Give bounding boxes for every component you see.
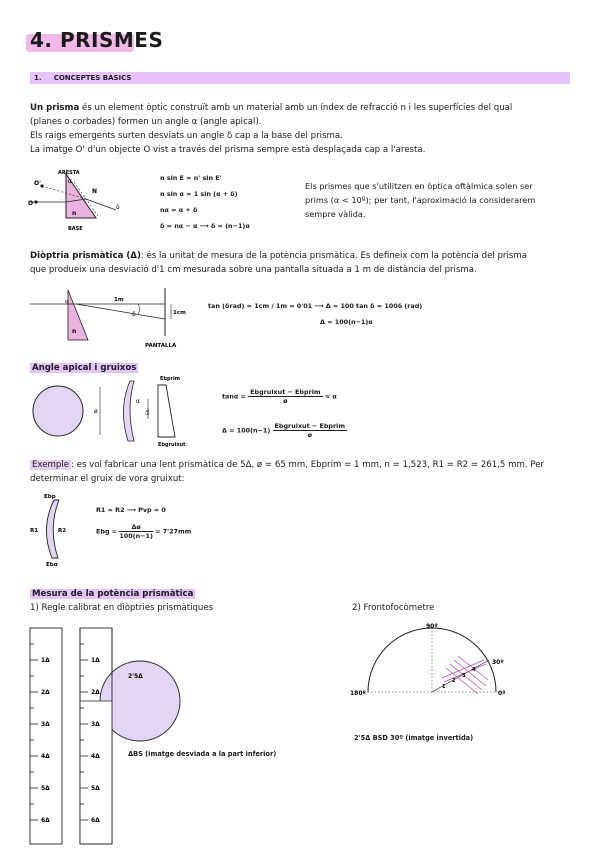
ebg-label: Ebg [46,562,58,566]
phi-label: ø [94,408,98,415]
exemple-line-2: determinar el gruix de vora gruixut: [30,474,185,484]
tan-formula-left: tanα = [222,392,246,401]
deg-180-label: 180º [350,690,366,697]
r2-label: R2 [58,528,67,534]
deg-90-label: 90º [426,623,438,630]
one-cm-label: 1cm [173,310,186,316]
ruler-diagram [28,622,208,846]
alpha-label-3: α [136,398,140,405]
lens-diagram [28,490,88,566]
dioptria-formulas [208,298,422,330]
delta-fraction [273,422,347,439]
fronto-result: 2'5Δ BSD 30º (imatge invertida) [354,734,474,742]
ebprim-small-label: Eb [146,409,151,415]
intro-line-3: Els raigs emergents surten desviats un angle δ cap a la base del prisma. [30,131,343,141]
exemple-line-1 [30,458,570,472]
delta-label: δ [116,204,120,211]
scale-num-2: 2 [452,678,456,684]
one-meter-label: 1m [114,297,124,303]
deg-0-label: 0º [498,690,506,697]
deviation-diagram [30,286,210,352]
exemple-line-1-text: : es vol fabricar una lent prismàtica de 5Δ, ø = 65 mm, Ebprim = 1 mm, n = 1,523, R1 = R2 = 261,5 mm. Per [71,460,545,470]
ruler-a-6: 6Δ [41,817,50,824]
ebp-label: Ebp [44,494,56,500]
page-title: 4. PRISMES [30,28,164,52]
angle-heading-wrap [30,361,138,375]
note-line-1: Els prismes que s'utilitzen en òptica oftàlmica solen ser [305,181,533,191]
exemple-formula-2 [96,523,191,540]
dioptria-paragraph [30,249,570,277]
mesura-heading: Mesura de la potència prismàtica [32,589,194,599]
ebg-fraction [119,523,153,540]
section-label: CONCEPTES BÀSICS [53,74,132,82]
ruler-a-3: 3Δ [41,721,50,728]
scale-num-4: 4 [472,667,476,673]
delta-thickness-formula [222,422,347,439]
ruler-b-6: 6Δ [91,817,100,824]
section-number: 1. [34,74,42,82]
normal-label: N [92,188,98,195]
tan-fraction [248,388,322,405]
angle-heading: Angle apical i gruixos [32,363,137,373]
intro-line-4: La imatge O' d'un objecte O vist a través del prisma sempre està desplaçada cap a l'aresta. [30,145,426,155]
o-label: O [28,200,34,207]
thin-prism-note [305,179,575,221]
aresta-label: ARESTA [58,170,80,176]
refraction-formulas [160,170,250,234]
dioptria-line-2: que produeix una desviació d'1 cm mesurada sobre una pantalla situada a 1 m de distància del prisma. [30,265,477,275]
delta-numerator: Ebgruixut − Ebprim [274,422,345,430]
note-line-3: sempre vàlida. [305,209,366,219]
dioptria-line-1 [30,249,570,263]
delta-label-2: δ [132,311,136,318]
formula-3: nα = α + δ [160,206,198,214]
dioptria-line-1-text: : és la unitat de mesura de la potència prismàtica. Es defineix com la potència del prisma [140,251,527,261]
section-heading [34,72,131,84]
ruler-b-2: 2Δ [91,689,100,696]
formula-4: δ = nα − α ⟶ δ = (n−1)α [160,222,250,230]
exemple-label: Exemple [32,460,70,470]
ebg-numerator: Δø [119,523,153,532]
scale-num-1: 1 [442,684,446,690]
deg-30-label: 30º [492,659,504,666]
r1-label: R1 [30,528,39,534]
formula-1: n sin E = n' sin E' [160,174,222,182]
frontofocometre-method: 2) Frontofocòmetre [352,603,435,613]
frontofocometre-diagram [346,620,516,724]
disc-label: 2'5Δ [128,673,143,680]
mesura-heading-wrap [30,587,195,601]
dioptria-formula-2: Δ = 100(n−1)α [320,318,373,326]
alpha-label-2: α [65,299,69,305]
tan-numerator: Ebgruixut − Ebprim [250,388,321,396]
base-label: BASE [68,226,83,232]
n-label: n [72,210,77,217]
intro-paragraph [30,101,570,157]
prism-diagram [28,166,158,238]
tan-denominator: ø [283,397,288,405]
ruler-note: ΔBS (imatge desviada a la part inferior) [128,750,277,758]
dioptria-term: Diòptria prismàtica (Δ) [30,251,141,261]
ebgruixut-label: Ebgruixut [158,442,186,447]
ruler-b-3: 3Δ [91,721,100,728]
delta-denominator: ø [307,431,312,439]
delta-formula-left: Δ = 100(n−1) [222,426,271,435]
note-line-2: prims (α < 10º); per tant, l'aproximació la considerarem [305,195,536,205]
intro-term: Un prisma [30,103,80,113]
intro-line-1 [30,101,570,115]
ebg-formula-right: = 7'27mm [155,527,192,536]
ruler-a-2: 2Δ [41,689,50,696]
dioptria-formula-1: tan (δrad) = 1cm / 1m = 0'01 ⟶ Δ = 100 tan δ = 100δ (rad) [208,302,423,310]
ruler-a-1: 1Δ [41,657,50,664]
ebprim-label: Ebprim [160,376,180,382]
exemple-formula-1: R1 = R2 ⟶ Pvp = 0 [96,506,166,514]
ruler-method: 1) Regle calibrat en diòptries prismàtiques [30,603,214,613]
ruler-b-5: 5Δ [91,785,100,792]
tan-alpha-formula [222,388,337,405]
ruler-b-1: 1Δ [91,657,100,664]
scale-num-3: 3 [462,673,466,679]
intro-line-2: (planes o corbades) formen un angle α (angle apical). [30,117,262,127]
ruler-a-5: 5Δ [41,785,50,792]
intro-line-1-text: és un element òptic construït amb un material amb un índex de refracció n i les superfícies del qual [79,103,513,113]
thickness-diagram [30,375,220,447]
tan-formula-right: ≈ α [324,392,337,401]
formula-2: n sin α = 1 sin (α + δ) [160,190,238,198]
pantalla-label: PANTALLA [145,343,177,349]
exemple-paragraph [30,458,570,486]
alpha-label: α [68,178,72,185]
ebg-formula-left: Ebg = [96,527,118,536]
ebg-denominator: 100(n−1) [119,532,153,540]
o-prime-label: O' [34,180,41,187]
ruler-b-4: 4Δ [91,753,100,760]
ruler-a-4: 4Δ [41,753,50,760]
n-label-2: n [72,328,77,335]
